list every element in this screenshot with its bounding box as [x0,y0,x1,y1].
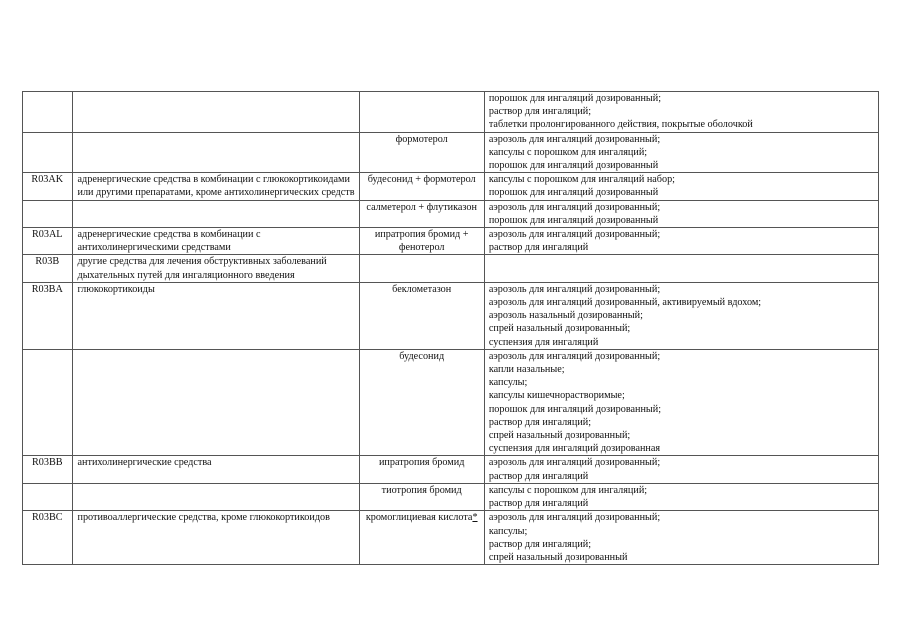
dosage-form: порошок для ингаляций дозированный [488,187,659,199]
dosage-form: аэрозоль для ингаляций дозированный; [488,201,661,213]
dosage-form: порошок для ингаляций дозированный [488,214,659,226]
table-row [23,511,879,565]
table-row [23,282,879,349]
drug-name: ипратропия бромид [378,457,465,469]
dosage-form: спрей назальный дозированный [488,551,628,563]
pharmacological-group-cell [72,483,359,510]
dosage-form: таблетки пролонгированного действия, покрытые оболочкой [488,119,753,131]
dosage-form: аэрозоль для ингаляций дозированный; [488,283,661,295]
drug-name-cell [359,255,484,282]
table-row [23,132,879,173]
dosage-forms-cell [484,228,878,255]
drug-name-cell [359,456,484,483]
dosage-form: спрей назальный дозированный; [488,323,631,335]
atc-code-cell: R03BB [23,456,73,483]
drug-name: беклометазон [392,283,452,295]
drug-name-cell [359,173,484,200]
atc-code-cell [23,200,73,227]
table-row [23,483,879,510]
dosage-form: раствор для ингаляций; [488,538,592,550]
dosage-forms-cell [484,511,878,565]
drug-name: ипратропия бромид + фенотерол [374,229,469,254]
drug-name: формотерол [395,133,448,145]
dosage-form: порошок для ингаляций дозированный; [488,403,662,415]
dosage-form: раствор для ингаляций [488,242,589,254]
dosage-forms-cell [484,173,878,200]
drug-name-cell [359,132,484,173]
atc-code-cell: R03BA [23,282,73,349]
dosage-form: аэрозоль для ингаляций дозированный; [488,512,661,524]
atc-code-cell: R03B [23,255,73,282]
drug-classification-table [22,91,879,565]
dosage-form: порошок для ингаляций дозированный [488,160,659,172]
dosage-form: капсулы с порошком для ингаляций; [488,484,648,496]
dosage-form: раствор для ингаляций; [488,416,592,428]
dosage-forms-cell [484,456,878,483]
atc-code-cell: R03AL [23,228,73,255]
dosage-form: капсулы с порошком для ингаляций; [488,146,648,158]
pharmacological-group-cell [72,349,359,456]
dosage-form: аэрозоль назальный дозированный; [488,310,643,322]
dosage-form: капли назальные; [488,364,565,376]
pharmacological-group-cell: адренергические средства в комбинации с антихолинергическими средствами [72,228,359,255]
pharmacological-group-cell: противоаллергические средства, кроме глюкокортикоидов [72,511,359,565]
dosage-form: раствор для ингаляций; [488,106,592,118]
dosage-form: аэрозоль для ингаляций дозированный; [488,229,661,241]
table-body [23,92,879,565]
table-row [23,200,879,227]
atc-code-cell [23,483,73,510]
dosage-forms-cell [484,349,878,456]
footnote-mark: * [472,512,478,524]
drug-name-cell [359,511,484,565]
pharmacological-group-cell: глюкокортикоиды [72,282,359,349]
pharmacological-group-cell: адренергические средства в комбинации с глюкокортикоидами или другими препаратами, кроме антихолинергических средств [72,173,359,200]
table-row [23,228,879,255]
dosage-form: капсулы; [488,525,528,537]
drug-name: будесонид + формотерол [367,174,476,186]
table-row [23,255,879,282]
drug-name: будесонид [399,350,445,362]
dosage-form: капсулы с порошком для ингаляций набор; [488,174,675,186]
drug-name-cell [359,282,484,349]
dosage-form: раствор для ингаляций [488,498,589,510]
drug-name: салметерол + флутиказон [366,201,477,213]
atc-code-cell [23,349,73,456]
drug-name: кромоглициевая кислота [365,512,473,524]
dosage-form: спрей назальный дозированный; [488,430,631,442]
drug-name-cell [359,200,484,227]
dosage-forms-cell [484,92,878,133]
dosage-forms-cell [484,255,878,282]
table-row [23,92,879,133]
dosage-forms-cell [484,282,878,349]
dosage-form: аэрозоль для ингаляций дозированный; [488,133,661,145]
dosage-form: капсулы; [488,377,528,389]
dosage-form: порошок для ингаляций дозированный; [488,93,662,104]
dosage-forms-cell [484,132,878,173]
pharmacological-group-cell: другие средства для лечения обструктивных заболеваний дыхательных путей для ингаляционного введения [72,255,359,282]
dosage-form: аэрозоль для ингаляций дозированный, активируемый вдохом; [488,297,762,309]
drug-name-cell [359,228,484,255]
pharmacological-group-cell [72,92,359,133]
drug-name-cell [359,92,484,133]
atc-code-cell [23,132,73,173]
dosage-form: суспензия для ингаляций дозированная [488,443,661,455]
dosage-forms-cell [484,483,878,510]
drug-name-cell [359,349,484,456]
table-row [23,349,879,456]
dosage-forms-cell [484,200,878,227]
table-row [23,173,879,200]
dosage-form: аэрозоль для ингаляций дозированный; [488,457,661,469]
pharmacological-group-cell: антихолинергические средства [72,456,359,483]
table-row [23,456,879,483]
dosage-form: раствор для ингаляций [488,470,589,482]
dosage-form: капсулы кишечнорастворимые; [488,390,625,402]
drug-name-cell [359,483,484,510]
atc-code-cell: R03AK [23,173,73,200]
pharmacological-group-cell [72,200,359,227]
drug-name: тиотропия бромид [381,484,462,496]
pharmacological-group-cell [72,132,359,173]
dosage-form: аэрозоль для ингаляций дозированный; [488,350,661,362]
dosage-form: суспензия для ингаляций [488,336,599,348]
atc-code-cell: R03BC [23,511,73,565]
atc-code-cell [23,92,73,133]
